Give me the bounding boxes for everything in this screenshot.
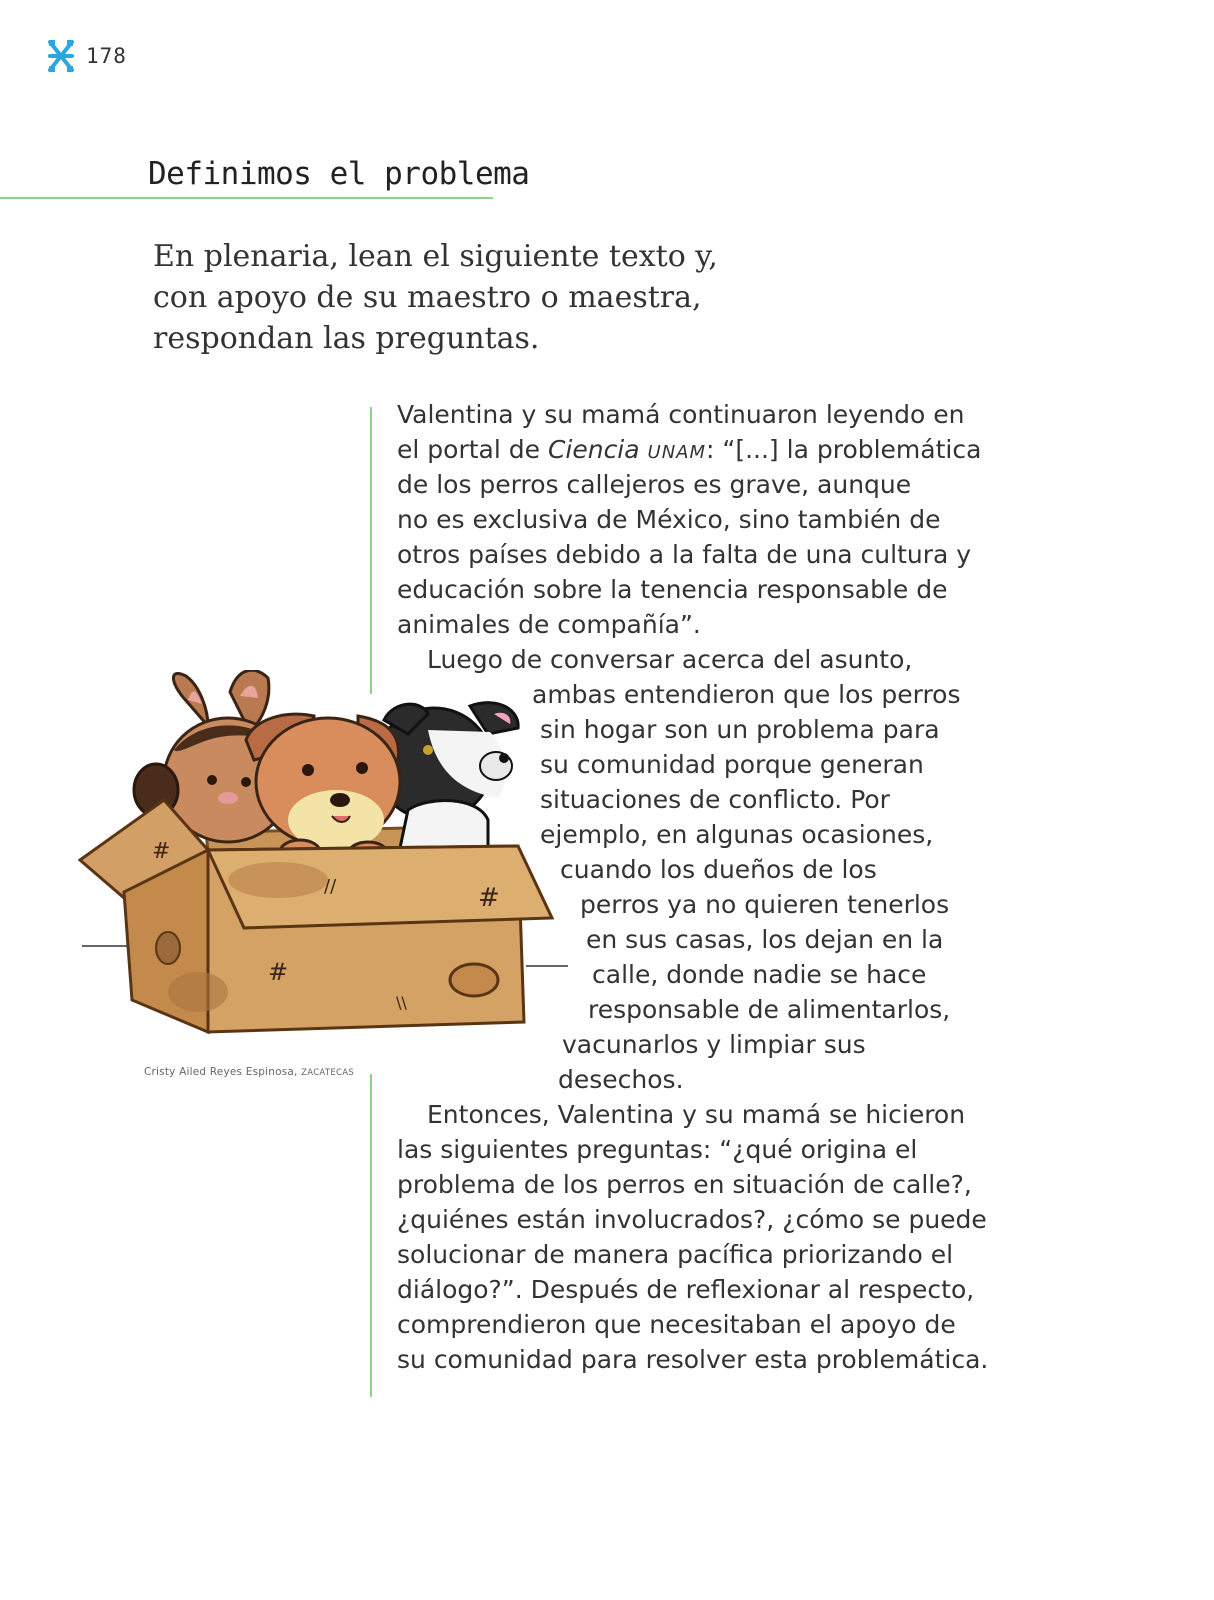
reading-line: perros ya no quieren tenerlos	[580, 890, 950, 919]
image-credit	[144, 1066, 354, 1078]
reading-line: responsable de alimentarlos,	[588, 995, 951, 1024]
reading-line: de los perros callejeros es grave, aunque	[397, 470, 912, 499]
publication-acronym: UNAM	[647, 442, 707, 463]
reading-line: solucionar de manera pacífica priorizando el	[397, 1240, 954, 1269]
reading-line: Valentina y su mamá continuaron leyendo en	[397, 400, 965, 429]
reading-line: ambas entendieron que los perros	[532, 680, 961, 709]
reading-line	[397, 432, 981, 470]
page-header	[46, 38, 127, 74]
reading-line: las siguientes preguntas: “¿qué origina el	[397, 1135, 918, 1164]
reading-line: ejemplo, en algunas ocasiones,	[540, 820, 934, 849]
reading-line: animales de compañía”.	[397, 610, 701, 639]
reading-line: problema de los perros en situación de calle?,	[397, 1170, 972, 1199]
page-number: 178	[86, 44, 127, 68]
reading-line: Luego de conversar acerca del asunto,	[427, 645, 913, 674]
svg-text:\\: \\	[396, 993, 407, 1012]
publication-name: Ciencia	[547, 435, 640, 464]
title-underline	[0, 197, 493, 199]
reading-line: su comunidad porque generan	[540, 750, 924, 779]
margin-rule-bottom	[370, 1074, 372, 1397]
reading-line: no es exclusiva de México, sino también de	[397, 505, 941, 534]
margin-rule-top	[370, 407, 372, 694]
reading-line: cuando los dueños de los	[560, 855, 877, 884]
reading-line: otros países debido a la falta de una cultura y	[397, 540, 972, 569]
svg-text:#: #	[268, 958, 289, 986]
reading-line-part: el portal de	[397, 435, 548, 464]
reading-line: calle, donde nadie se hace	[592, 960, 927, 989]
puppies-in-box-illustration	[78, 670, 576, 1060]
reading-line-part: : “[...] la problemática	[706, 435, 982, 464]
reading-line: comprendieron que necesitaban el apoyo de	[397, 1310, 956, 1339]
reading-line: desechos.	[558, 1065, 684, 1094]
credit-state: ZACATECAS	[301, 1068, 355, 1078]
svg-text:#: #	[152, 839, 171, 864]
reading-line: situaciones de conflicto. Por	[540, 785, 890, 814]
reading-line: diálogo?”. Después de reflexionar al respecto,	[397, 1275, 975, 1304]
book-logo-icon	[46, 38, 76, 74]
svg-text:#: #	[478, 883, 500, 913]
reading-line: ¿quiénes están involucrados?, ¿cómo se puede	[397, 1205, 987, 1234]
reading-line: sin hogar son un problema para	[540, 715, 940, 744]
reading-line: educación sobre la tenencia responsable de	[397, 575, 948, 604]
reading-line: su comunidad para resolver esta problemática.	[397, 1345, 989, 1374]
reading-line: Entonces, Valentina y su mamá se hicieron	[427, 1100, 966, 1129]
reading-line: vacunarlos y limpiar sus	[562, 1030, 866, 1059]
section-title: Definimos el problema	[148, 156, 530, 192]
reading-line: en sus casas, los dejan en la	[586, 925, 944, 954]
instruction-text: En plenaria, lean el siguiente texto y, con apoyo de su maestro o maestra, respondan las preguntas.	[153, 239, 718, 356]
svg-text://: //	[324, 876, 337, 897]
credit-author: Cristy Ailed Reyes Espinosa,	[144, 1066, 298, 1078]
